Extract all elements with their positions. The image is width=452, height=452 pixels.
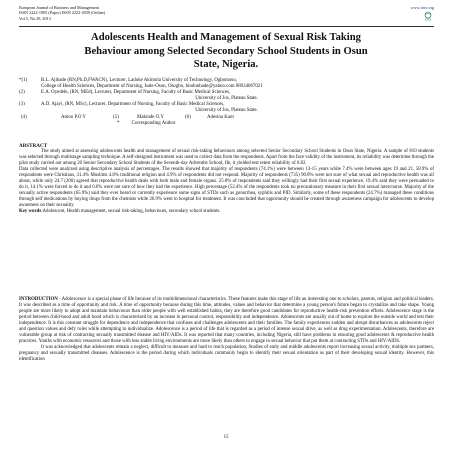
abstract-body — [19, 149, 434, 216]
title-line-1: Adolescents Health and Management of Sexual Risk Taking — [91, 32, 361, 43]
author-row: (3) A.D. Ajayi, (RN, MSc), Lecturer, Department of Nursing, Faculty of Basic Medical Sciences, — [19, 102, 225, 108]
abstract-paragraph-1: The study aimed at assessing adolescents health and management of sexual risk-taking behaviours among selected Senior Secondary School Students in Osun State, Nigeria. A sample of 810 students was selected through multistage sampling technique. A self-designed instrument was used to collect data from the respondents. Apart from the face validity of the instrument, its reliability was determine through the pilot study carried out among 20 Senior Secondary School Students of the Seventh-day Adventist School, Ife, it yielded test retest reliability of 0.82. — [19, 149, 434, 167]
author-affiliation: University of Jos, Plateau State. — [195, 96, 258, 102]
journal-issn: ISSN 2222-1905 (Paper) ISSN 2222-2839 (Online) — [19, 10, 106, 16]
header-divider — [19, 26, 434, 27]
keywords: Key words:Adolescent, Health management, sexual risk-taking, behaviours, secondary school students. — [19, 209, 221, 215]
journal-volume: Vol.5, No.29, 2013 — [19, 15, 51, 21]
author-row-4-6: (4) Amoo P.O Y (5) Makinde O.Y (6) Adesina Kam — [21, 114, 234, 120]
title-line-2: Behaviour among Selected Secondary School Students in Osun — [84, 45, 368, 57]
corresponding-note: * Corresponding Author — [117, 120, 176, 126]
introduction-paragraph-1: INTRODUCTION - Adolescence is a special phase of life because of its multidimensional characteristics. These features make this stage of life an interesting one to scholars, parents, religion and political leaders. It was described as a time of opportunity and risk. A time of opportunity because during this time, attitudes, values and behavior that determine a young person's future began to crystallize and take shape. Young people are more likely to adopt and maintain behaviours than older people with well established habits, they are therefore good candidates for reproductive health-risk prevention efforts. Adolescence stage is the period between child-hood and adult hood which is characterized by an increase in personal control, responsibility and independence. Adolescents are usually out of home to explore the outside world and test their independence. It is this constant struggle for dependence and independence that confuses and challenges adolescents and their families. The family experiences sudden and abrupt disturbances as adolescents reject and question values and defy rules while attempting to individualize. Adolescence is a period of life that is regarded as a period of intense sexual drive, as well as drug experimentation. Adolescents, therefore are vulnerable group at risk of contracting sexually transmitted disease and HIV/AIDs. It was reported that many countries, including Nigeria, still have problems in ensuring good adolescents & reproductive health practices. Youths with economic resources and those with less stable living environments are more likely than others to engage in sexual behavior that put them at contracting STDs and HIV/AIDS. — [19, 297, 434, 345]
author-row: College of Health Sciences, Department of Nursing, Isale-Osun, Osogbo, biodunbade@yahoo.com 08034067021 — [41, 84, 263, 90]
author-row: *(1) B.L. Ajibade (RN,Ph.D,FWACN), Lecturer, Ladoke Akintola University of Technology, Ogbomoso, — [19, 78, 238, 83]
journal-info — [19, 5, 105, 21]
introduction-paragraph-2: It was acknowledged that adolescents remain a neglect, difficult to measure and hard to reach population, Studies of early and middle adolescents report increasing sexual activity, multiple sex partners, pregnancy and sexually transmitted diseases. Adolescence is the period during which individuals commonly begin to identify their sexual orientation as part of their developing sexual identity. However, this identification — [19, 345, 434, 363]
abstract-paragraph-2: Data collected were analyzed using descriptive analysis of percentages. The results showed that majority of respondents (74.1%) were between 13-15 years while 7.4% were between ages 19 and 21. 58.9% of respondents were Christians, 31.4% Muslims 4.8% traditional religion and 4.9% of respondents did not respond. Majority of respondents (735) 90.8% were not sure of what sexual and reproductive health was all about, while only 24.7 (200) agreed that reproductive health deals with both male and female organs. 25.8% of respondents said they willingly had their first sexual experience, 19.4% said they were persuaded to do it, 14.1% were forced to do it and 0.6% were not sure of how they had the experience. High percentage (52.4% of the respondents took no precautionary measure in their first sexual intercourse. Majority of the sexually active respondents (65.9%) said they ever heard or currently experience some signs of STDs such as gonorrhea, syphilis and PID. Similarly, some of these respondents (24.7%) managed these conditions through self medications by buying drugs from the chemists while 26.9% went to hospital for treatment. It was concluded that opportunity should be created through awareness campaign for adolescents to develop awareness on their sexuality — [19, 167, 434, 209]
iiste-logo-icon — [422, 11, 434, 21]
title-line-3: State, Nigeria. — [193, 59, 259, 71]
journal-site-block — [411, 5, 434, 23]
abstract-heading: ABSTRACT — [19, 143, 48, 149]
logo-text: IISTE — [424, 18, 432, 22]
author-row: (2) E.A. Oyedele, (RN, MEd), Lecturer, Department of Nursing, Faculty of Basic Medical Sciences, — [19, 90, 231, 96]
journal-name: European Journal of Business and Management — [19, 5, 99, 10]
author-affiliation: University of Jos, Plateau State. — [195, 108, 258, 114]
journal-site-link[interactable]: www.iiste.org — [410, 5, 434, 10]
paper-title — [22, 31, 430, 72]
author-block — [19, 78, 434, 127]
introduction-body — [19, 297, 434, 364]
page-number: 15 — [223, 435, 229, 440]
